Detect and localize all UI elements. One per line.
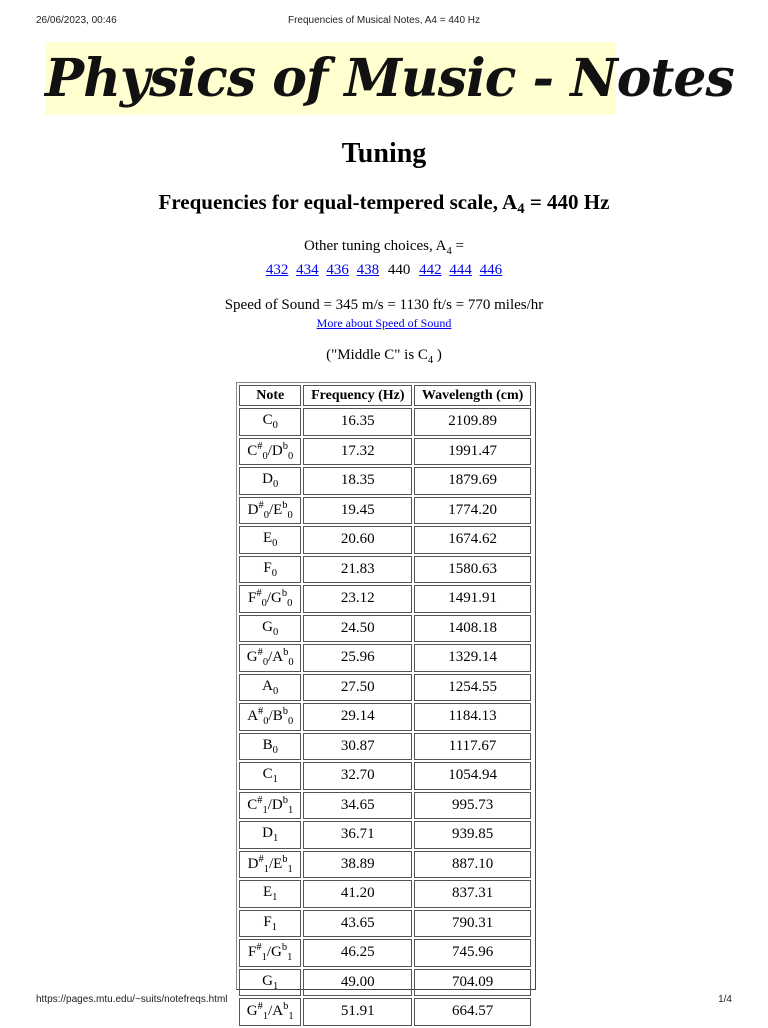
note-name: D [262,471,273,488]
table-row [239,703,531,731]
note-octave: 1 [272,892,278,904]
table-row [239,674,531,702]
note-alt-octave: 0 [287,716,294,728]
note-octave: 0 [263,716,269,728]
sharp-sign: # [258,706,264,718]
wavelength-cell: 1408.18 [414,615,531,643]
frequency-table [237,383,533,1028]
flat-sign: b [283,1001,289,1013]
tuning-label-post: = [451,238,464,254]
note-alt-octave: 0 [287,509,293,521]
note-octave: 0 [262,657,269,669]
note-name: C [262,412,273,429]
note-octave: 1 [271,921,277,933]
subtitle-post: = 440 Hz [524,190,610,214]
note-name: A [262,677,273,694]
note-cell [239,939,301,967]
note-name: C [262,766,273,783]
note-octave: 0 [273,626,279,638]
note-octave: 0 [272,538,278,550]
frequency-cell: 30.87 [303,733,412,761]
note-cell [239,792,301,820]
frequency-cell: 19.45 [303,497,412,525]
tuning-label-sub: 4 [446,246,452,257]
note-name: F [263,913,272,930]
middle-c-sub: 4 [427,355,434,366]
wavelength-cell: 790.31 [414,910,531,938]
banner [45,42,734,115]
enharmonic-separator: / [268,855,274,872]
wavelength-cell: 939.85 [414,821,531,849]
table-row [239,851,531,879]
table-row [239,910,531,938]
wavelength-cell: 995.73 [414,792,531,820]
wavelength-cell: 745.96 [414,939,531,967]
page-title: Tuning [341,138,427,169]
note-name: E [263,884,273,901]
sharp-sign: # [256,942,262,954]
wavelength-cell: 1054.94 [414,762,531,790]
note-cell [239,674,301,702]
note-alt-octave: 1 [287,804,294,816]
note-name: F [248,944,257,961]
note-alt-name: B [272,708,283,725]
note-name: G [262,972,273,989]
note-cell [239,615,301,643]
table-header-row [239,385,531,406]
middle-c-post: ) [433,347,442,363]
col-header-frequency: Frequency (Hz) [303,385,412,406]
tuning-link-446[interactable]: 446 [479,262,503,278]
wavelength-cell: 887.10 [414,851,531,879]
note-cell [239,644,301,672]
sharp-sign: # [257,647,263,659]
note-alt-octave: 0 [287,450,294,462]
frequency-cell: 51.91 [303,998,412,1026]
note-name: D [247,855,259,872]
frequency-cell: 43.65 [303,910,412,938]
frequency-cell: 29.14 [303,703,412,731]
note-octave: 0 [272,744,278,756]
flat-sign: b [282,440,288,452]
flat-sign: b [282,794,288,806]
wavelength-cell: 1879.69 [414,467,531,495]
sharp-sign: # [256,588,262,600]
wavelength-cell: 1184.13 [414,703,531,731]
frequency-cell: 49.00 [303,969,412,997]
frequency-table-frame [236,382,536,1023]
note-name: C [247,442,258,459]
table-row [239,526,531,554]
wavelength-cell: 1491.91 [414,585,531,613]
banner-text: Physics of Music - Notes [45,48,734,109]
note-name: G [262,618,273,635]
table-row [239,792,531,820]
tuning-link-432[interactable]: 432 [265,262,289,278]
enharmonic-separator: / [266,590,272,607]
frequency-cell: 32.70 [303,762,412,790]
note-alt-name: A [272,1003,284,1020]
wavelength-cell: 2109.89 [414,408,531,436]
note-name: D [247,501,259,518]
note-name: G [246,649,258,666]
note-cell [239,408,301,436]
flat-sign: b [282,853,288,865]
frequency-cell: 38.89 [303,851,412,879]
table-row [239,467,531,495]
table-row [239,644,531,672]
note-octave: 1 [262,804,268,816]
note-octave: 1 [261,952,267,964]
frequency-cell: 46.25 [303,939,412,967]
frequency-cell: 18.35 [303,467,412,495]
sharp-sign: # [257,794,263,806]
note-cell [239,969,301,997]
table-row [239,615,531,643]
note-alt-name: D [271,442,283,459]
enharmonic-separator: / [267,442,272,459]
note-name: A [247,708,259,725]
tuning-label-pre: Other tuning choices, A [304,238,447,254]
enharmonic-separator: / [266,944,272,961]
note-cell [239,585,301,613]
sharp-sign: # [257,440,263,452]
note-cell [239,851,301,879]
frequency-cell: 41.20 [303,880,412,908]
middle-c-pre: ("Middle C" is C [326,347,428,363]
table-row [239,408,531,436]
tuning-link-438[interactable]: 438 [356,262,380,278]
wavelength-cell: 1774.20 [414,497,531,525]
frequency-cell: 25.96 [303,644,412,672]
enharmonic-separator: / [268,708,273,725]
note-alt-octave: 0 [288,657,294,669]
table-row [239,969,531,997]
tuning-link-442[interactable]: 442 [419,262,442,278]
note-octave: 1 [273,980,279,992]
wavelength-cell: 1329.14 [414,644,531,672]
flat-sign: b [282,499,288,511]
page-subtitle [0,190,768,218]
note-cell [239,821,301,849]
enharmonic-separator: / [267,796,272,813]
print-footer [0,994,768,1008]
tuning-current: 440 [387,262,411,278]
table-row [239,438,531,466]
note-octave: 0 [271,567,277,579]
note-cell [239,556,301,584]
note-cell [239,438,301,466]
note-alt-octave: 1 [288,1011,294,1023]
speed-link-row [0,315,768,332]
note-alt-name: G [271,944,282,961]
print-doc-title: Frequencies of Musical Notes, A4 = 440 Hz [287,15,481,26]
note-octave: 1 [263,863,269,875]
note-cell [239,526,301,554]
note-octave: 0 [273,479,279,491]
sharp-sign: # [257,1001,263,1013]
speed-of-sound-link[interactable]: More about Speed of Sound [316,316,452,330]
note-alt-name: G [271,590,282,607]
note-octave: 0 [273,685,279,697]
frequency-cell: 34.65 [303,792,412,820]
note-octave: 1 [272,774,278,786]
note-octave: 0 [272,420,278,432]
note-cell [239,467,301,495]
tuning-link-444[interactable]: 444 [449,262,472,278]
frequency-cell: 20.60 [303,526,412,554]
frequency-cell: 21.83 [303,556,412,584]
note-cell [239,733,301,761]
note-octave: 1 [273,833,279,845]
table-row [239,880,531,908]
note-alt-name: D [271,796,283,813]
note-name: C [247,796,258,813]
note-octave: 0 [262,450,268,462]
tuning-link-436[interactable]: 436 [326,262,349,278]
col-header-wavelength: Wavelength (cm) [414,385,531,406]
enharmonic-separator: / [268,501,274,518]
note-octave: 0 [261,598,267,610]
note-cell [239,762,301,790]
wavelength-cell: 1674.62 [414,526,531,554]
note-name: G [246,1003,258,1020]
frequency-cell: 23.12 [303,585,412,613]
frequency-cell: 17.32 [303,438,412,466]
col-header-note: Note [239,385,301,406]
wavelength-cell: 1117.67 [414,733,531,761]
subtitle-sub: 4 [517,201,525,217]
flat-sign: b [281,942,288,954]
middle-c-note [0,347,768,366]
tuning-link-434[interactable]: 434 [296,262,319,278]
note-alt-octave: 0 [287,598,293,610]
sharp-sign: # [258,853,264,865]
frequency-cell: 24.50 [303,615,412,643]
note-cell [239,703,301,731]
note-alt-octave: 1 [287,863,293,875]
print-page-number: 1/4 [718,994,732,1005]
note-alt-name: E [273,855,283,872]
wavelength-cell: 1580.63 [414,556,531,584]
note-name: B [262,736,273,753]
flat-sign: b [282,706,288,718]
note-name: F [263,559,272,576]
note-octave: 0 [263,509,269,521]
flat-sign: b [281,588,288,600]
enharmonic-separator: / [268,649,273,666]
note-octave: 1 [262,1011,269,1023]
speed-of-sound: Speed of Sound = 345 m/s = 1130 ft/s = 770 miles/hr [224,297,544,313]
print-date: 26/06/2023, 00:46 [36,15,117,26]
table-row [239,556,531,584]
note-name: F [248,590,257,607]
print-header [0,15,768,29]
note-cell [239,880,301,908]
table-row [239,821,531,849]
note-cell [239,910,301,938]
note-name: E [263,530,273,547]
table-row [239,733,531,761]
tuning-options [0,262,768,279]
tuning-label [0,238,768,257]
enharmonic-separator: / [268,1003,273,1020]
print-url: https://pages.mtu.edu/~suits/notefreqs.html [36,994,228,1005]
wavelength-cell: 837.31 [414,880,531,908]
subtitle-pre: Frequencies for equal-tempered scale, A [158,190,518,214]
wavelength-cell: 704.09 [414,969,531,997]
note-cell [239,497,301,525]
frequency-cell: 16.35 [303,408,412,436]
frequency-cell: 27.50 [303,674,412,702]
table-row [239,939,531,967]
sharp-sign: # [258,499,264,511]
table-row [239,585,531,613]
flat-sign: b [283,647,289,659]
table-row [239,497,531,525]
wavelength-cell: 664.57 [414,998,531,1026]
note-name: D [262,825,273,842]
frequency-cell: 36.71 [303,821,412,849]
note-alt-name: A [272,649,284,666]
table-row [239,762,531,790]
note-alt-octave: 1 [287,952,293,964]
wavelength-cell: 1254.55 [414,674,531,702]
note-alt-name: E [273,501,283,518]
wavelength-cell: 1991.47 [414,438,531,466]
